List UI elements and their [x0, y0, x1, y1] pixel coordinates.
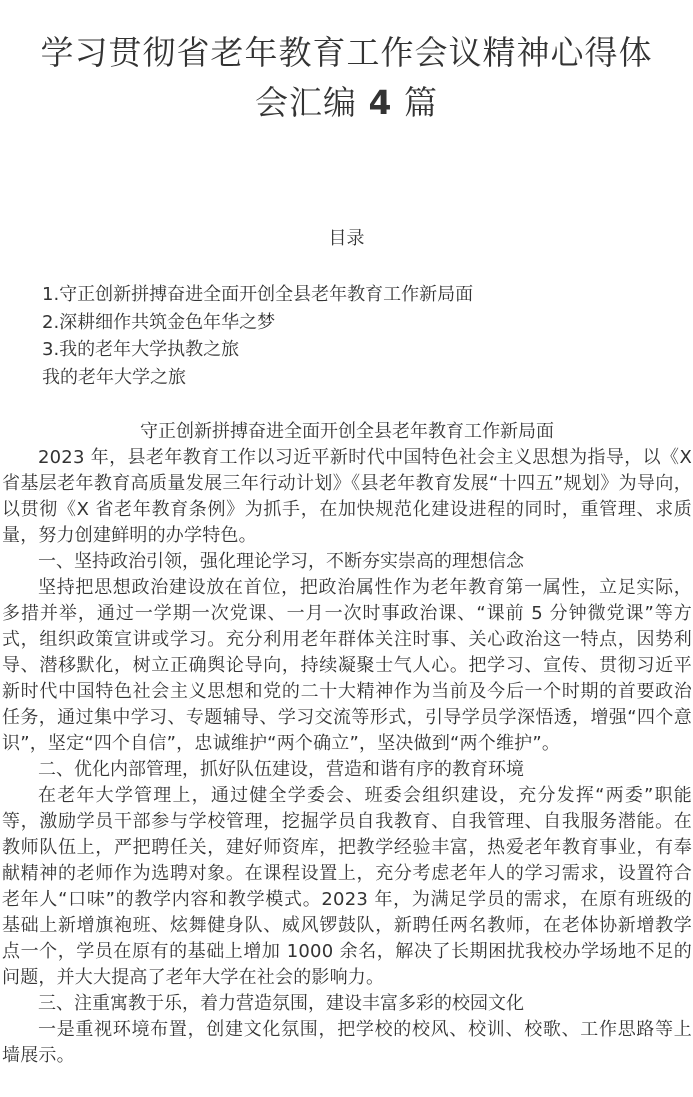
document-title-line2-suffix: 篇	[403, 83, 438, 122]
article-title: 守正创新拼搏奋进全面开创全县老年教育工作新局面	[140, 421, 554, 442]
paragraph-section-1: 坚持把思想政治建设放在首位，把政治属性作为老年教育第一属性，立足实际，多措并举，通过一学期一次党课、一月一次时事政治课、“课前 5 分钟微党课”等方式，组织政策宣讲或学习。充分利用老年群体关注时事、关心政治这一特点，因势利导、潜移默化，树立正确舆论导向，持续凝聚士气人心。把学习、宣传、贯彻习近平新时代中国特色社会主义思想和党的二十大精神作为当前及今后一个时期的首要政治任务，通过集中学习、专题辅导、学习交流等形式，引导学员学深悟透，增强“四个意识”，坚定“四个自信”，忠诚维护“两个确立”，坚决做到“两个维护”。	[2, 577, 692, 754]
document-title-line2-prefix: 会汇编	[255, 83, 358, 122]
toc-item-4[interactable]: 我的老年大学之旅	[42, 366, 186, 388]
paragraph-intro: 2023 年，县老年教育工作以习近平新时代中国特色社会主义思想为指导，以《X 省基层老年教育高质量发展三年行动计划》《县老年教育发展“十四五”规划》为导向，以贯彻《X 省老年教育条例》为抓手，在加快规范化建设进程的同时，重管理、求质量，努力创建鲜明的办学特色。	[2, 447, 692, 546]
document-title-count: 4	[368, 83, 393, 122]
document-title-line1: 学习贯彻省老年教育工作会议精神心得体	[40, 33, 653, 72]
table-of-contents	[42, 281, 473, 391]
section-heading-3: 三、注重寓教于乐，着力营造氛围，建设丰富多彩的校园文化	[38, 993, 524, 1014]
toc-heading: 目录	[328, 228, 365, 249]
toc-item-2[interactable]: 2.深耕细作共筑金色年华之梦	[42, 311, 276, 333]
article-body	[2, 419, 692, 1069]
paragraph-section-2: 在老年大学管理上，通过健全学委会、班委会组织建设，充分发挥“两委”职能等，激励学员干部参与学校管理，挖掘学员自我教育、自我管理、自我服务潜能。在教师队伍上，严把聘任关，建好师资库，把教学经验丰富，热爱老年教育事业，有奉献精神的老师作为选聘对象。在课程设置上，充分考虑老年人的学习需求，设置符合老年人“口味”的教学内容和教学模式。2023 年，为满足学员的需求，在原有班级的基础上新增旗袍班、炫舞健身队、威风锣鼓队，新聘任两名教师，在老体协新增教学点一个，学员在原有的基础上增加 1000 余名，解决了长期困扰我校办学场地不足的问题，并大大提高了老年大学在社会的影响力。	[2, 785, 692, 988]
toc-item-3[interactable]: 3.我的老年大学执教之旅	[42, 339, 240, 360]
document-title	[0, 28, 693, 128]
paragraph-section-3: 一是重视环境布置，创建文化氛围，把学校的校风、校训、校歌、工作思路等上墙展示。	[2, 1019, 692, 1066]
toc-item-1[interactable]: 1.守正创新拼搏奋进全面开创全县老年教育工作新局面	[42, 284, 474, 305]
section-heading-2: 二、优化内部管理，抓好队伍建设，营造和谐有序的教育环境	[38, 759, 524, 780]
section-heading-1: 一、坚持政治引领，强化理论学习，不断夯实崇高的理想信念	[38, 551, 524, 572]
